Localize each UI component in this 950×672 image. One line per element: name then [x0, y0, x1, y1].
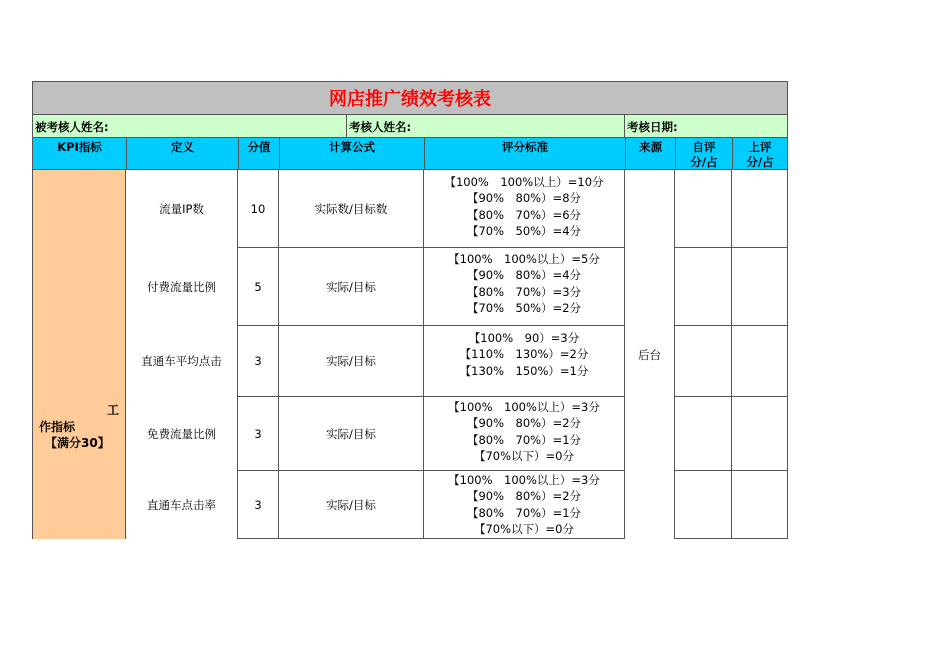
kpi-group-line3: 【满分30】	[45, 436, 110, 450]
standard-line: 【110% 130%）=2分	[459, 347, 589, 362]
col-definition: 定义	[171, 140, 194, 154]
sheet-title: 网店推广绩效考核表	[32, 81, 788, 115]
col-superior-eval-line1: 上评	[748, 140, 772, 154]
col-standard: 评分标准	[502, 140, 548, 154]
row2-standard	[424, 251, 624, 316]
assessee-name-label: 被考核人姓名:	[35, 120, 109, 134]
standard-line: 【100% 90）=3分	[468, 331, 580, 345]
standard-line: 【90% 80%）=2分	[466, 416, 582, 431]
table-body	[32, 170, 788, 539]
assessor-name-label: 考核人姓名:	[349, 120, 412, 134]
source-cell: 后台	[638, 347, 661, 362]
row4-score: 3	[254, 426, 262, 441]
col-self-eval-line2: 分/占	[690, 155, 718, 169]
info-row	[32, 115, 788, 138]
col-self-eval-line1: 自评	[692, 140, 716, 154]
superior-eval-cell[interactable]	[732, 248, 787, 325]
standard-line: 【70% 50%）=4分	[466, 223, 582, 238]
col-superior-eval	[733, 138, 787, 169]
kpi-group-cell	[32, 170, 125, 539]
info-divider	[346, 115, 347, 137]
superior-eval-cell[interactable]	[732, 471, 787, 538]
row3-formula: 实际/目标	[326, 354, 376, 368]
row5-standard	[424, 472, 624, 537]
self-eval-cell[interactable]	[675, 397, 731, 470]
row1-formula: 实际数/目标数	[314, 201, 388, 216]
col-superior-eval-line2: 分/占	[746, 155, 774, 169]
standard-line: 【100% 100%以上）=3分	[448, 400, 600, 414]
standard-line: 【100% 100%以上）=5分	[448, 252, 600, 266]
row1-score: 10	[250, 201, 266, 216]
standard-line: 【90% 80%）=2分	[466, 489, 582, 504]
col-source: 来源	[639, 140, 662, 154]
standard-line: 【80% 70%）=1分	[466, 505, 582, 520]
row4-standard	[424, 399, 624, 464]
row5-score: 3	[254, 497, 262, 512]
superior-eval-cell[interactable]	[732, 326, 787, 396]
standard-line: 【100% 100%以上）=10分	[444, 175, 604, 189]
standard-line: 【80% 70%）=1分	[466, 432, 582, 447]
superior-eval-cell[interactable]	[732, 397, 787, 470]
row5-definition: 直通车点击率	[147, 497, 216, 512]
row3-score: 3	[254, 354, 262, 368]
assessment-date-label: 考核日期:	[627, 120, 678, 134]
col-kpi: KPI指标	[57, 140, 102, 154]
standard-line: 【70%以下）=0分	[473, 521, 574, 536]
column-header-row	[32, 138, 788, 170]
self-eval-cell[interactable]	[675, 326, 731, 396]
standard-line: 【70% 50%）=2分	[466, 300, 582, 315]
row3-definition: 直通车平均点击	[141, 354, 222, 368]
row4-formula: 实际/目标	[326, 426, 376, 441]
row5-formula: 实际/目标	[326, 497, 376, 512]
col-self-eval	[676, 138, 732, 169]
row2-formula: 实际/目标	[326, 279, 376, 294]
kpi-group-line1: 工	[106, 403, 119, 417]
row2-score: 5	[254, 279, 262, 294]
row1-definition: 流量IP数	[159, 201, 204, 216]
info-divider	[624, 115, 625, 137]
col-score: 分值	[247, 140, 271, 154]
row2-definition: 付费流量比例	[147, 279, 216, 294]
row4-definition: 免费流量比例	[147, 426, 216, 441]
row1-standard	[424, 174, 624, 239]
self-eval-cell[interactable]	[675, 170, 731, 247]
standard-line: 【80% 70%）=3分	[466, 284, 582, 299]
kpi-group-line2: 作指标	[39, 420, 76, 434]
standard-line: 【90% 80%）=8分	[466, 191, 582, 206]
superior-eval-cell[interactable]	[732, 170, 787, 247]
col-formula: 计算公式	[329, 140, 375, 154]
standard-line: 【70%以下）=0分	[473, 448, 574, 463]
standard-line: 【130% 150%）=1分	[459, 363, 589, 378]
standard-line: 【100% 100%以上）=3分	[448, 473, 600, 487]
row3-standard	[424, 330, 624, 379]
self-eval-cell[interactable]	[675, 471, 731, 538]
standard-line: 【90% 80%）=4分	[466, 268, 582, 283]
standard-line: 【80% 70%）=6分	[466, 207, 582, 222]
kpi-assessment-sheet	[32, 81, 788, 539]
self-eval-cell[interactable]	[675, 248, 731, 325]
